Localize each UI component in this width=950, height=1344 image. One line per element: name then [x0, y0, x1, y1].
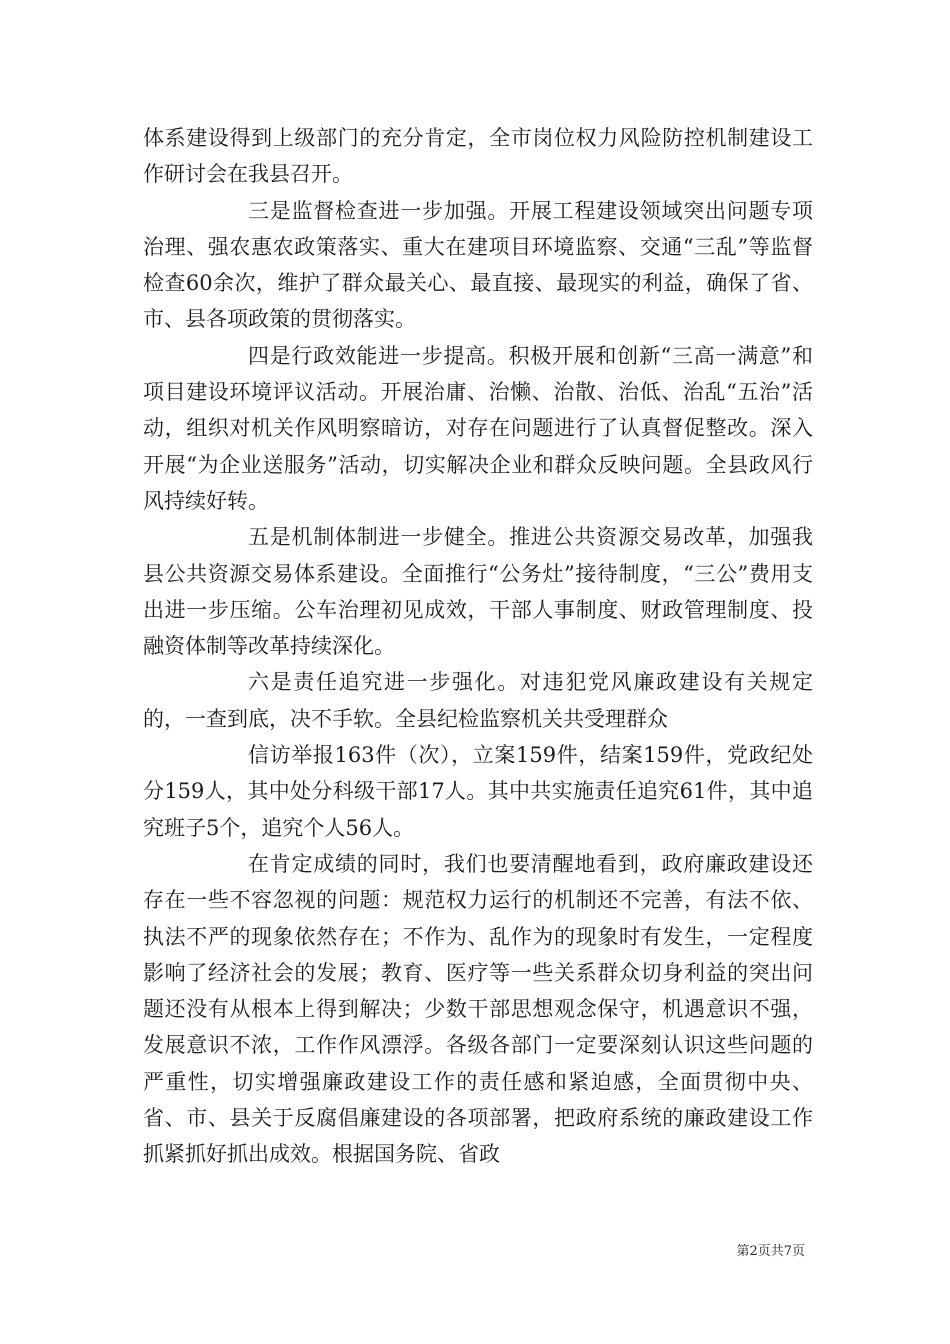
paragraph-mechanism: 五是机制体制进一步健全。推进公共资源交易改革，加强我县公共资源交易体系建设。全面推行“公务灶”接待制度，“三公”费用支出进一步压缩。公车治理初见成效，干部人事制度、财政管理制度、投融资体制等改革持续深化。 — [143, 525, 813, 659]
paragraph-problems: 在肯定成绩的同时，我们也要清醒地看到，政府廉政建设还存在一些不容忽视的问题：规范权力运行的机制还不完善，有法不依、执法不严的现象依然存在；不作为、乱作为的现象时有发生，一定程度影响了经济社会的发展；教育、医疗等一些关系群众切身利益的突出问题还没有从根本上得到解决；少数干部思想观念保守，机遇意识不强，发展意识不浓，工作作风漂浮。各级各部门一定要深刻认识这些问题的严重性，切实增强廉政建设工作的责任感和紧迫感，全面贯彻中央、省、市、县关于反腐倡廉建设的各项部署，把政府系统的廉政建设工作抓紧抓好抓出成效。根据国务院、省政 — [143, 851, 813, 1167]
paragraph-accountability: 六是责任追究进一步强化。对违犯党风廉政建设有关规定的，一查到底，决不手软。全县纪检监察机关共受理群众 — [143, 670, 813, 731]
paragraph-efficiency: 四是行政效能进一步提高。积极开展和创新“三高一满意”和项目建设环境评议活动。开展治庸、治懒、治散、治低、治乱“五治”活动，组织对机关作风明察暗访，对存在问题进行了认真督促整改。深入开展“为企业送服务”活动，切实解决企业和群众反映问题。全县政风行风持续好转。 — [143, 343, 813, 513]
document-body — [143, 120, 813, 1173]
paragraph-petitions: 信访举报163件（次），立案159件，结案159件，党政纪处分159人，其中处分科级干部17人。其中共实施责任追究61件，其中追究班子5个，追究个人56人。 — [143, 743, 813, 840]
paragraph-supervision: 三是监督检查进一步加强。开展工程建设领域突出问题专项治理、强农惠农政策落实、重大在建项目环境监察、交通“三乱”等监督检查60余次，维护了群众最关心、最直接、最现实的利益，确保了省、市、县各项政策的贯彻落实。 — [143, 198, 813, 332]
paragraph-continuation: 体系建设得到上级部门的充分肯定，全市岗位权力风险防控机制建设工作研讨会在我县召开。 — [143, 126, 813, 187]
page-number: 第2页共7页 — [736, 1244, 805, 1259]
